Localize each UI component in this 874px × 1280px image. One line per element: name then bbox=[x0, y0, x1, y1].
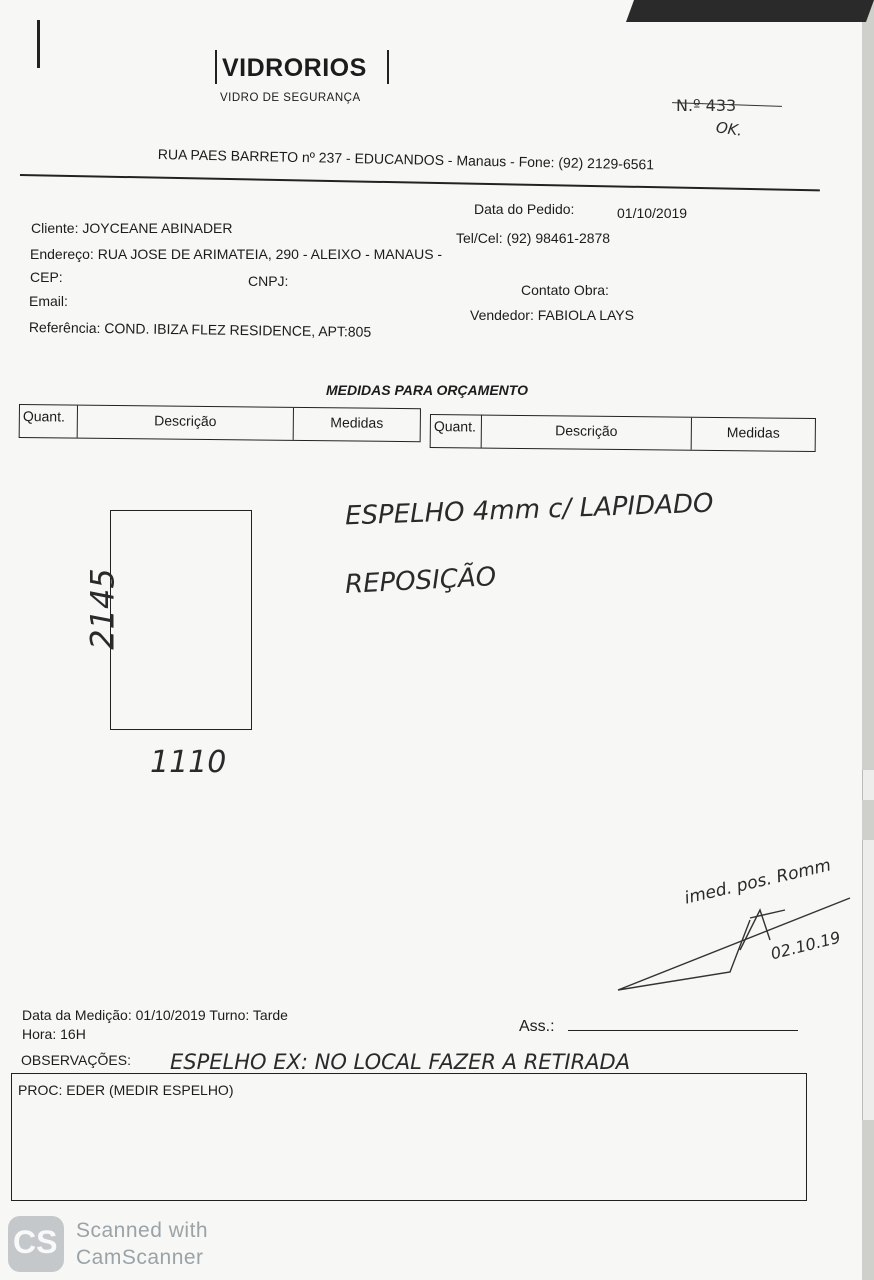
watermark-line2: CamScanner bbox=[76, 1246, 204, 1269]
column-header-quantity: Quant. bbox=[20, 405, 78, 438]
column-header-description: Descrição bbox=[482, 416, 692, 450]
client-cnpj: CNPJ: bbox=[248, 273, 289, 289]
column-header-description: Descrição bbox=[78, 406, 294, 440]
measures-title: MEDIDAS PARA ORÇAMENTO bbox=[326, 382, 528, 398]
camscanner-logo-text: CS bbox=[13, 1224, 58, 1260]
watermark-line1: Scanned with bbox=[76, 1219, 209, 1242]
measures-table-right bbox=[430, 414, 816, 452]
column-header-quantity: Quant. bbox=[431, 415, 482, 448]
client-address: Endereço: RUA JOSE DE ARIMATEIA, 290 - ALEIXO - MANAUS - bbox=[30, 246, 443, 262]
handwritten-description: ESPELHO 4mm c/ LAPIDADO bbox=[344, 488, 714, 532]
sketch-width: 1110 bbox=[150, 745, 227, 780]
client-phone: Tel/Cel: (92) 98461-2878 bbox=[456, 230, 611, 246]
column-header-measures: Medidas bbox=[330, 414, 384, 431]
client-email: Email: bbox=[29, 293, 68, 309]
measurement-date: Data da Medição: 01/10/2019 Turno: Tarde bbox=[22, 1007, 288, 1023]
client-cep: CEP: bbox=[30, 269, 63, 285]
page-edge-strip bbox=[862, 840, 874, 1120]
order-reference: Referência: COND. IBIZA FLEZ RESIDENCE, APT:805 bbox=[28, 319, 372, 340]
signature-line bbox=[568, 1030, 798, 1031]
column-header-measures: Medidas bbox=[726, 424, 780, 441]
seller-name: Vendedor: FABIOLA LAYS bbox=[470, 307, 634, 323]
number-note: OK. bbox=[714, 118, 744, 140]
order-date: 01/10/2019 bbox=[617, 205, 688, 221]
measurement-hour: Hora: 16H bbox=[22, 1026, 86, 1042]
punch-mark bbox=[37, 20, 40, 68]
observations-label: OBSERVAÇÕES: bbox=[21, 1052, 131, 1068]
signature-date: 02.10.19 bbox=[768, 927, 843, 964]
observations-handwritten: ESPELHO EX: NO LOCAL FAZER A RETIRADA bbox=[170, 1050, 631, 1074]
company-logo: VIDRORIOS bbox=[222, 54, 367, 82]
client-name: Cliente: JOYCEANE ABINADER bbox=[31, 220, 233, 236]
document-number: N.º 433 bbox=[676, 96, 737, 115]
measures-table-left bbox=[19, 404, 421, 442]
signature-label: Ass.: bbox=[519, 1018, 555, 1035]
handwritten-reposition: REPOSIÇÃO bbox=[344, 562, 497, 600]
procedure-note: PROC: EDER (MEDIR ESPELHO) bbox=[18, 1082, 234, 1098]
mirror-sketch bbox=[110, 510, 252, 730]
sketch-height: 2145 bbox=[83, 568, 122, 650]
scan-shadow bbox=[626, 0, 874, 22]
page-edge-strip bbox=[862, 770, 874, 800]
handwritten-signature-note: imed. pos. Romm bbox=[682, 855, 833, 909]
order-date-label: Data do Pedido: bbox=[474, 201, 575, 217]
company-tagline: VIDRO DE SEGURANÇA bbox=[220, 92, 361, 104]
site-contact: Contato Obra: bbox=[521, 282, 609, 298]
company-address: RUA PAES BARRETO nº 237 - EDUCANDOS - Manaus - Fone: (92) 2129-6561 bbox=[157, 146, 655, 173]
